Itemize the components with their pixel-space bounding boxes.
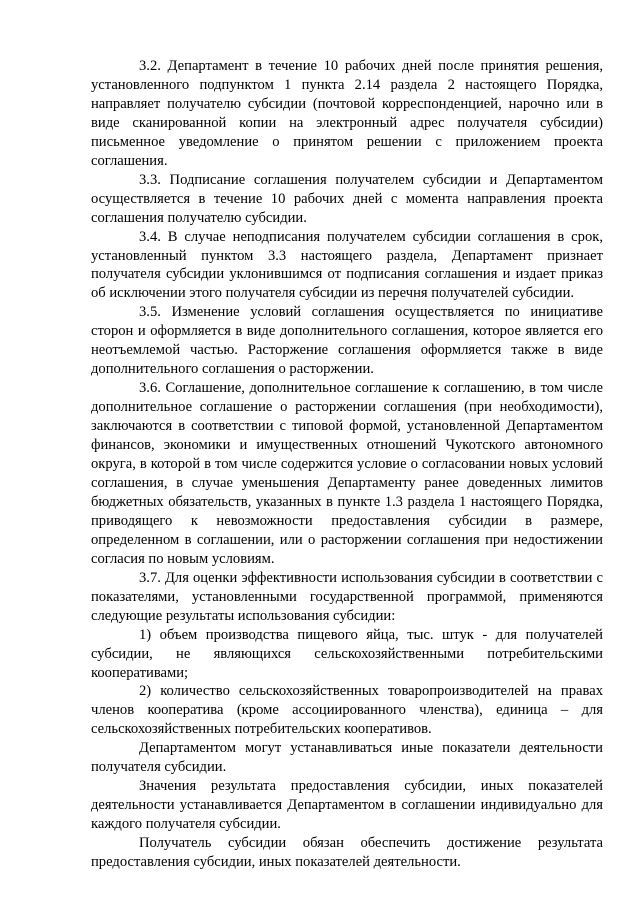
paragraph-3-4: 3.4. В случае неподписания получателем субсидии соглашения в срок, установленный пунктом 3.3 настоящего раздела, Департамент признает получателя субсидии уклонившимся от подписания соглашения и издает приказ об исключении этого получателя субсидии из перечня получателей субсидии. — [91, 228, 603, 302]
paragraph-obligation: Получатель субсидии обязан обеспечить достижение результата предоставления субсидии, иных показателей деятельности. — [91, 835, 603, 871]
paragraph-3-2: 3.2. Департамент в течение 10 рабочих дней после принятия решения, установленного подпунктом 1 пункта 2.14 раздела 2 настоящего Порядка, направляет получателю субсидии (почтовой корреспонденцией, нарочно или в виде сканированной копии на электронный адрес получателя субсидии) письменное уведомление о принятом решении с приложением проекта соглашения. — [91, 58, 603, 169]
paragraph-3-5: 3.5. Изменение условий соглашения осуществляется по инициативе сторон и оформляется в виде дополнительного соглашения, которое является его неотъемлемой частью. Расторжение соглашения оформляется также в виде дополнительного соглашения о расторжении. — [91, 304, 603, 378]
paragraph-3-7: 3.7. Для оценки эффективности использования субсидии в соответствии с показателями, установленными государственной программой, применяются следующие результаты использования субсидии: — [91, 569, 603, 624]
document-page — [91, 57, 603, 872]
paragraph-result-values: Значения результата предоставления субсидии, иных показателей деятельности устанавливается Департаментом в соглашении индивидуально для каждого получателя субсидии. — [91, 778, 603, 833]
list-item-1: 1) объем производства пищевого яйца, тыс. штук - для получателей субсидии, не являющихся сельскохозяйственными потребительскими кооперативами; — [91, 626, 603, 681]
list-item-2: 2) количество сельскохозяйственных товаропроизводителей на правах членов кооператива (кроме ассоциированного членства), единица – для сельскохозяйственных потребительских кооперативов. — [91, 683, 603, 738]
paragraph-other-indicators: Департаментом могут устанавливаться иные показатели деятельности получателя субсидии. — [91, 740, 603, 776]
paragraph-3-3: 3.3. Подписание соглашения получателем субсидии и Департаментом осуществляется в течение 10 рабочих дней с момента направления проекта соглашения получателю субсидии. — [91, 171, 603, 226]
paragraph-3-6: 3.6. Соглашение, дополнительное соглашение к соглашению, в том числе дополнительное соглашение о расторжении соглашения (при необходимости), заключаются в соответствии с типовой формой, установленной Департаментом финансов, экономики и имущественных отношений Чукотского автономного округа, в которой в том числе содержится условие о согласовании новых условий соглашения, в случае уменьшения Департаменту ранее доведенных лимитов бюджетных обязательств, указанных в пункте 1.3 раздела 1 настоящего Порядка, приводящего к невозможности предоставления субсидии в размере, определенном в соглашении, или о расторжении соглашения при недостижении согласия по новым условиям. — [91, 380, 603, 567]
